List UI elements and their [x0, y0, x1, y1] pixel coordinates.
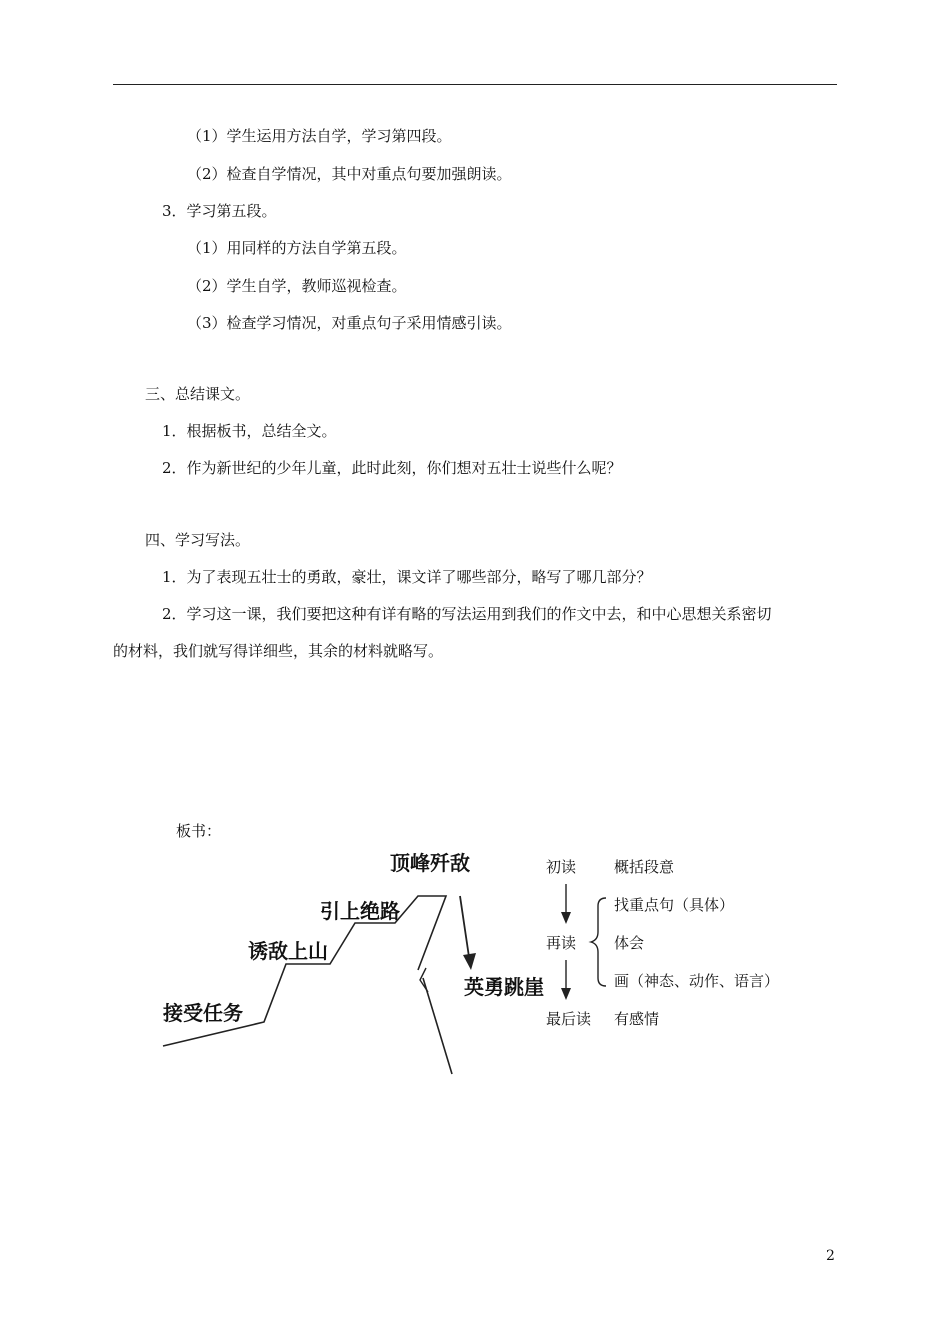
- brace: [591, 898, 606, 986]
- reading-step: 初读: [546, 858, 577, 876]
- section-heading: 四、学习写法。: [145, 531, 251, 549]
- reading-item: 画（神态、动作、语言）: [614, 972, 780, 990]
- reading-item: 找重点句（具体）: [614, 896, 735, 914]
- cliff-line: [423, 978, 452, 1074]
- board-title: 板书：: [176, 822, 222, 840]
- stair-label: 顶峰歼敌: [390, 851, 470, 875]
- stair-label: 引上绝路: [320, 899, 400, 923]
- stair-label: 诱敌上山: [248, 939, 328, 963]
- text-line: （2）学生自学，教师巡视检查。: [187, 277, 407, 295]
- reading-note: 概括段意: [614, 858, 675, 876]
- text-line: （1）学生运用方法自学，学习第四段。: [187, 127, 452, 145]
- stair-label: 接受任务: [163, 1001, 243, 1025]
- reading-note: 有感情: [614, 1010, 660, 1028]
- section-heading: 三、总结课文。: [145, 385, 251, 403]
- text-line: （1）用同样的方法自学第五段。: [187, 239, 407, 257]
- text-line: 2．作为新世纪的少年儿童，此时此刻，你们想对五壮士说些什么呢？: [162, 459, 622, 477]
- reading-item: 体会: [614, 934, 645, 952]
- reading-arrowhead: [561, 988, 571, 1000]
- text-line: 1．为了表现五壮士的勇敢，豪壮，课文详了哪些部分，略写了哪几部分？: [162, 568, 652, 586]
- text-line: 的材料，我们就写得详细些，其余的材料就略写。: [113, 642, 444, 660]
- text-line: （3）检查学习情况，对重点句子采用情感引读。: [187, 314, 512, 332]
- jump-arrowhead: [463, 953, 476, 970]
- reading-step: 再读: [546, 934, 577, 952]
- stair-label: 英勇跳崖: [464, 975, 544, 999]
- reading-arrowhead: [561, 912, 571, 924]
- text-line: 1．根据板书，总结全文。: [162, 422, 337, 440]
- reading-step: 最后读: [546, 1010, 592, 1028]
- jump-arrow: [460, 896, 469, 957]
- text-line: 3．学习第五段。: [162, 202, 277, 220]
- text-line: （2）检查自学情况，其中对重点句要加强朗读。: [187, 165, 512, 183]
- page-number: 2: [826, 1248, 835, 1264]
- text-line: 2．学习这一课，我们要把这种有详有略的写法运用到我们的作文中去，和中心思想关系密切: [162, 605, 772, 623]
